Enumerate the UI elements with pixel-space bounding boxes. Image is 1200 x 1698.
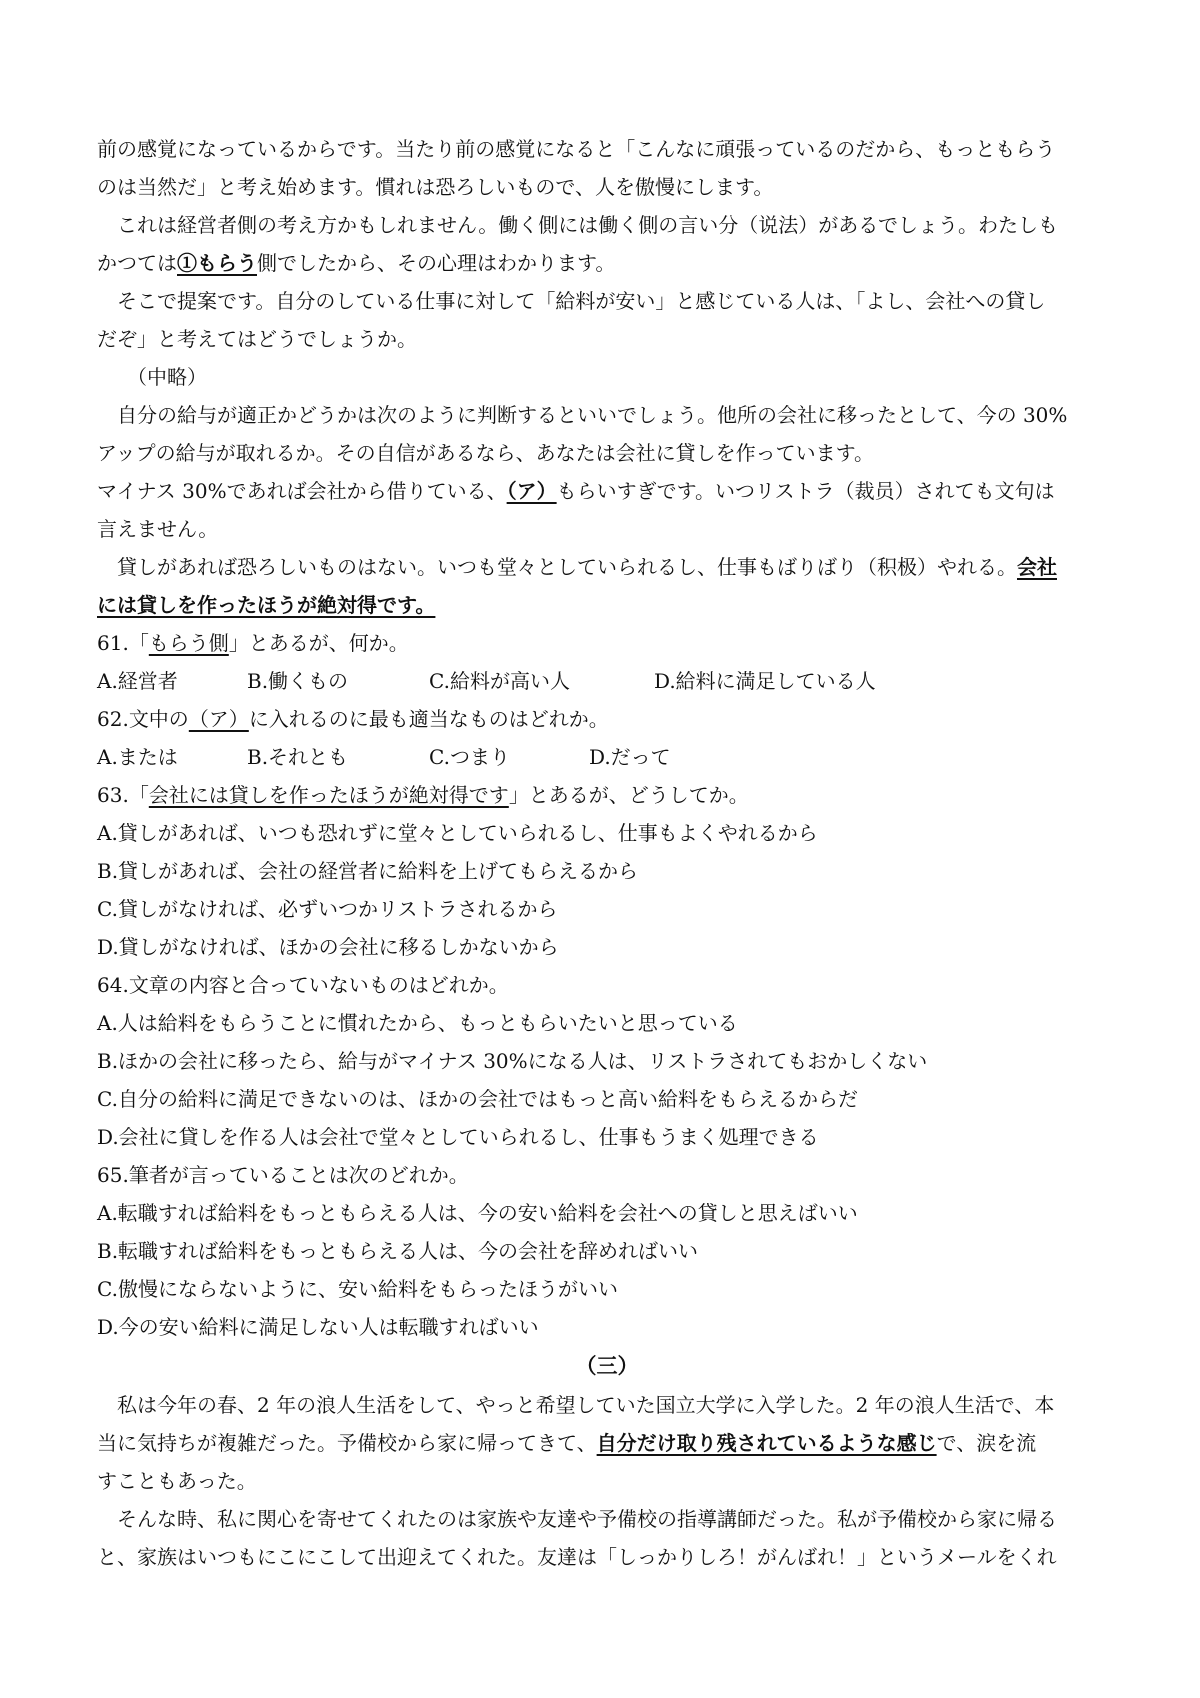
option-c[interactable]: C.傲慢にならないように、安い給料をもらったほうがいい [97,1277,618,1301]
option-a[interactable]: A.人は給料をもらうことに慣れたから、もっともらいたいと思っている [97,1011,738,1035]
question-63 [97,776,1117,814]
option-d[interactable]: D.今の安い給料に満足しない人は転職すればいい [97,1315,539,1339]
text: 筆者が言っていることは次のどれか。 [128,1163,469,1187]
option-b[interactable]: B.ほかの会社に移ったら、給与がマイナス 30%になる人は、リストラされてもおかしくない [97,1049,928,1073]
text: マイナス 30%であれば会社から借りている、 [97,479,507,503]
text: で、涙を流 [936,1431,1037,1455]
passage-line [97,130,1117,168]
passage-line [97,434,1117,472]
option-b[interactable]: B.働くもの [247,669,349,693]
passage-line [97,1386,1117,1424]
underlined-phrase-1: ①もらう [177,251,257,275]
text: 文中の [128,707,189,731]
passage-line [97,168,1117,206]
text: そこで提案です。自分のしている仕事に対して「給料が安い」と感じている人は、「よし、会社への貸し [117,289,1046,313]
passage-line [97,1500,1117,1538]
text: 私は今年の春、2 年の浪人生活をして、やっと希望していた国立大学に入学した。2 年の浪人生活で、本 [117,1393,1055,1417]
text: アップの給与が取れるか。その自信があるなら、あなたは会社に貸しを作っています。 [97,441,874,465]
text: 前の感覚になっているからです。当たり前の感覚になると「こんなに頑張っているのだから、もっともらう [97,137,1056,161]
option-a[interactable]: A.または [97,745,178,769]
passage-line [97,320,1117,358]
option-a[interactable]: A.経営者 [97,669,178,693]
option-d[interactable]: D.貸しがなければ、ほかの会社に移るしかないから [97,935,559,959]
question-64 [97,966,1117,1004]
text: 言えません。 [97,517,219,541]
passage-line [97,1462,1117,1500]
option-c[interactable]: C.つまり [429,745,510,769]
underlined-phrase-3: 自分だけ取り残されているような感じ [596,1431,937,1455]
underlined-phrase-2: には貸しを作ったほうが絶対得です。 [97,593,436,617]
passage-line [97,396,1117,434]
text: に入れるのに最も適当なものはどれか。 [248,707,609,731]
passage-line [97,548,1117,586]
text: 貸しがあれば恐ろしいものはない。いつも堂々としていられるし、仕事もばりばり（积极）やれる。 [117,555,1017,579]
option-c[interactable]: C.貸しがなければ、必ずいつかリストラされるから [97,897,558,921]
question-65 [97,1156,1117,1194]
question-61 [97,624,1117,662]
underlined-phrase-2: 会社 [1017,555,1057,579]
text: 文章の内容と合っていないものはどれか。 [128,973,509,997]
blank-a: （ア） [506,479,557,503]
question-number: 65. [97,1163,129,1187]
option-d[interactable]: D.給料に満足している人 [654,669,876,693]
text: かつては [97,251,177,275]
text: 側でしたから、その心理はわかります。 [257,251,616,275]
passage-line [97,206,1117,244]
options-62 [97,738,1117,776]
text: そんな時、私に関心を寄せてくれたのは家族や友達や予備校の指導講師だった。私が予備校から家に帰る [117,1507,1057,1531]
option-d[interactable]: D.会社に貸しを作る人は会社で堂々としていられるし、仕事もうまく処理できる [97,1125,819,1149]
option-c[interactable]: C.給料が高い人 [429,669,570,693]
option-b[interactable]: B.それとも [247,745,349,769]
passage-line [97,586,1117,624]
text: だぞ」と考えてはどうでしょうか。 [97,327,417,351]
text: 自分の給与が適正かどうかは次のように判断するといいでしょう。他所の会社に移ったとして、今の 30% [117,403,1068,427]
options-61 [97,662,1117,700]
question-number: 64. [97,973,129,997]
text: のは当然だ」と考え始めます。慣れは恐ろしいもので、人を傲慢にします。 [97,175,774,199]
option-d[interactable]: D.だって [589,745,671,769]
text: 当に気持ちが複雑だった。予備校から家に帰ってきて、 [97,1431,597,1455]
option-b[interactable]: B.貸しがあれば、会社の経営者に給料を上げてもらえるから [97,859,639,883]
option-b[interactable]: B.転職すれば給料をもっともらえる人は、今の会社を辞めればいい [97,1239,699,1263]
question-number: 62. [97,707,129,731]
text: と、家族はいつもにこにこして出迎えてくれた。友達は「しっかりしろ！がんばれ！」というメールをくれ [97,1545,1057,1569]
exam-page [97,130,1117,1576]
text: 」とあるが、何か。 [228,631,409,655]
text: 「 [128,783,149,807]
quoted-phrase: 会社には貸しを作ったほうが絶対得です [148,783,509,807]
question-62 [97,700,1117,738]
passage-line [97,472,1117,510]
option-c[interactable]: C.自分の給料に満足できないのは、ほかの会社ではもっと高い給料をもらえるからだ [97,1087,858,1111]
passage-line [97,244,1117,282]
text: すこともあった。 [97,1469,257,1493]
option-a[interactable]: A.転職すれば給料をもっともらえる人は、今の安い給料を会社への貸しと思えばいい [97,1201,858,1225]
passage-line [97,1538,1117,1576]
omission-mark [97,358,1117,396]
passage-line [97,510,1117,548]
option-a[interactable]: A.貸しがあれば、いつも恐れずに堂々としていられるし、仕事もよくやれるから [97,821,818,845]
passage-line [97,282,1117,320]
quoted-phrase: もらう側 [148,631,229,655]
question-number: 61. [97,631,129,655]
question-number: 63. [97,783,129,807]
text: （中略） [127,365,207,389]
text: これは経営者側の考え方かもしれません。働く側には働く側の言い分（说法）があるでしょう。わたしも [117,213,1058,237]
text: 「 [128,631,149,655]
text: 」とあるが、どうしてか。 [508,783,749,807]
section-heading: （三） [575,1353,639,1378]
quoted-phrase: （ア） [188,707,249,731]
text: もらいすぎです。いつリストラ（裁员）されても文句は [556,479,1055,503]
passage-line [97,1424,1117,1462]
